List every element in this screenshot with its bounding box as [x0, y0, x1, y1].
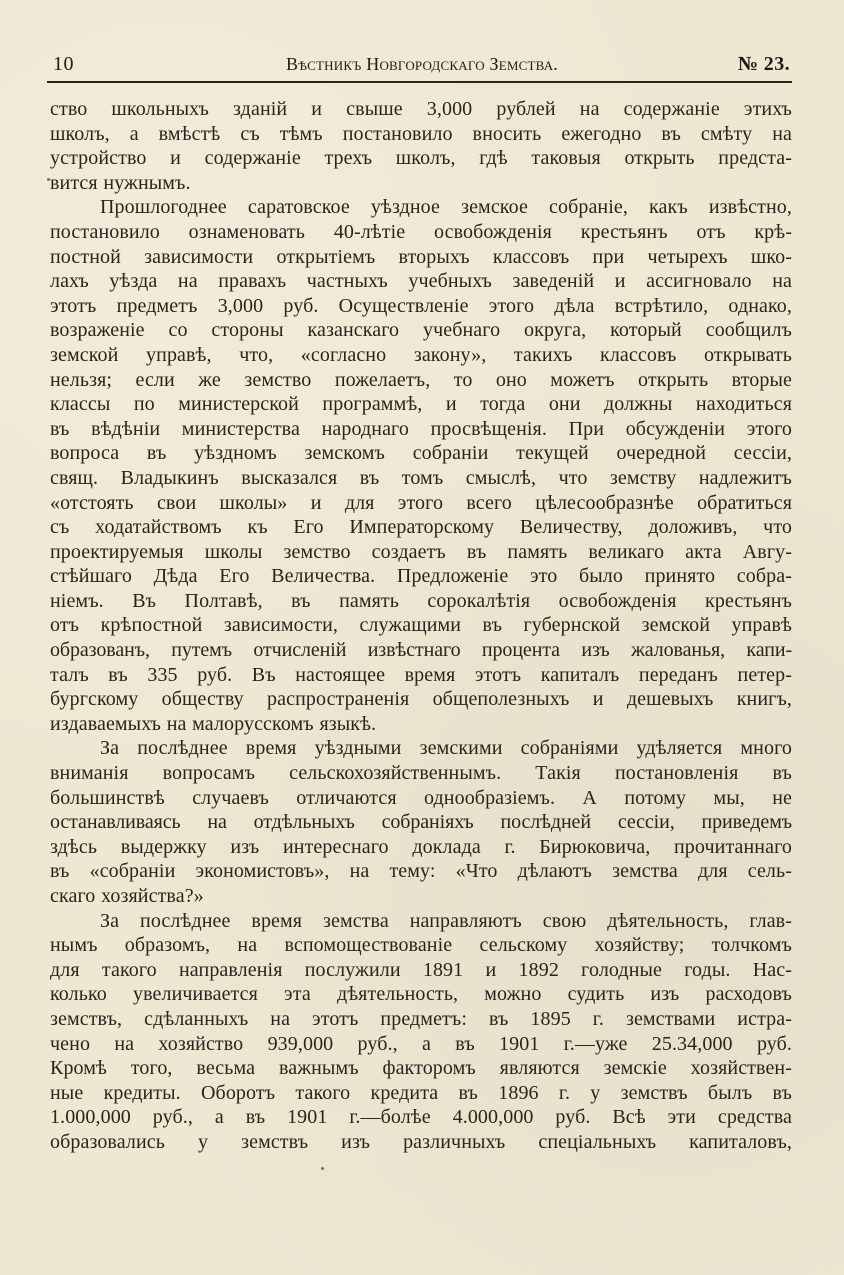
text-line: вниманія вопросамъ сельскохозяйственнымъ. Такія постановленія въ: [50, 762, 792, 785]
text-line: издаваемыхъ на малорусскомъ языкѣ.: [50, 712, 377, 735]
paper-speck: [47, 178, 50, 181]
text-line: въ вѣдѣніи министерства народнаго просвѣщенія. При обсужденіи этого: [50, 417, 792, 440]
issue-number: № 23.: [737, 53, 790, 75]
text-line: нымъ образомъ, на вспомоществованіе сельскому хозяйству; толчкомъ: [50, 934, 792, 957]
text-line: ные кредиты. Оборотъ такого кредита въ 1896 г. у земствъ былъ въ: [50, 1081, 792, 1104]
text-line: вится нужнымъ.: [50, 171, 191, 194]
text-line: отъ крѣпостной зависимости, служащими въ губернской земской управѣ: [50, 614, 792, 637]
text-line: Кромѣ того, весьма важнымъ факторомъ являются земскіе хозяйствен-: [50, 1057, 792, 1080]
text-line: постной зависимости открытіемъ вторыхъ классовъ при четырехъ шко-: [50, 245, 792, 268]
paragraph-3: [50, 736, 792, 908]
page-number: 10: [53, 53, 74, 75]
text-line: бургскому обществу распространенія общеполезныхъ и дешевыхъ книгъ,: [50, 688, 792, 711]
text-line: свящ. Владыкинъ высказался въ томъ смыслѣ, что земству надлежитъ: [50, 466, 792, 489]
text-line: талъ въ 335 руб. Въ настоящее время этотъ капиталъ переданъ петер-: [50, 663, 792, 686]
text-line: вопроса въ уѣздномъ земскомъ собраніи текущей очередной сессіи,: [50, 442, 792, 465]
text-line: За послѣднее время земства направляютъ свою дѣятельность, глав-: [100, 909, 792, 932]
running-header: [50, 53, 790, 81]
text-line: этотъ предметъ 3,000 руб. Осуществленіе этого дѣла встрѣтило, однако,: [50, 294, 792, 317]
paragraph-1: [50, 97, 792, 195]
text-line: для такого направленія послужили 1891 и 1892 голодные годы. Нас-: [50, 958, 792, 981]
text-line: скаго хозяйства?»: [50, 885, 204, 907]
text-line: постановило ознаменовать 40-лѣтіе освобожденія крестьянъ отъ крѣ-: [50, 220, 792, 243]
paper-speck: [321, 1167, 324, 1170]
text-line: проектируемыя школы земство создаетъ въ память великаго акта Авгу-: [50, 540, 792, 563]
text-line: лахъ уѣзда на правахъ частныхъ учебныхъ заведеній и ассигновало на: [50, 270, 792, 293]
text-line: Прошлогоднее саратовское уѣздное земское собраніе, какъ извѣстно,: [100, 196, 792, 219]
text-line: колько увеличивается эта дѣятельность, можно судить изъ расходовъ: [50, 983, 792, 1006]
article-text: [50, 97, 792, 1155]
text-line: большинствѣ случаевъ отличаются однообразіемъ. А потому мы, не: [50, 786, 792, 809]
text-line: стѣйшаго Дѣда Его Величества. Предложеніе это было принято собра-: [50, 565, 792, 588]
text-line: нельзя; если же земство пожелаетъ, то оно можетъ открыть вторые: [50, 368, 792, 391]
text-line: земствъ, сдѣланныхъ на этотъ предметъ: въ 1895 г. земствами истра-: [50, 1007, 792, 1030]
text-line: возраженіе со стороны казанскаго учебнаго округа, который сообщилъ: [50, 319, 792, 342]
text-line: здѣсь выдержку изъ интереснаго доклада г. Бирюковича, прочитаннаго: [50, 835, 792, 858]
paragraph-4: [50, 909, 792, 1155]
text-line: 1.000,000 руб., а въ 1901 г.—болѣе 4.000,000 руб. Всѣ эти средства: [50, 1106, 792, 1129]
paragraph-2: [50, 195, 792, 736]
header-rule: [47, 81, 792, 83]
text-line: чено на хозяйство 939,000 руб., а въ 1901 г.—уже 25.34,000 руб.: [50, 1032, 792, 1055]
text-line: школъ, а вмѣстѣ съ тѣмъ постановило вносить ежегодно въ смѣту на: [50, 122, 792, 145]
text-line: За послѣднее время уѣздными земскими собраніями удѣляется много: [100, 737, 792, 760]
text-line: «отстоять свои школы» и для этого всего цѣлесообразнѣе обратиться: [50, 491, 792, 514]
text-line: устройство и содержаніе трехъ школъ, гдѣ таковыя открыть предста-: [50, 147, 792, 170]
text-line: останавливаясь на отдѣльныхъ собраніяхъ послѣдней сессіи, приведемъ: [50, 811, 792, 834]
text-line: классы по министерской программѣ, и тогда они должны находиться: [50, 393, 792, 416]
text-line: съ ходатайствомъ къ Его Императорскому Величеству, доложивъ, что: [50, 516, 792, 539]
text-line: ніемъ. Въ Полтавѣ, въ память сорокалѣтія освобожденія крестьянъ: [50, 589, 792, 612]
text-line: ство школьныхъ зданій и свыше 3,000 рублей на содержаніе этихъ: [50, 98, 792, 120]
text-line: земской управѣ, что, «согласно закону», такихъ классовъ открывать: [50, 343, 792, 366]
text-line: образовались у земствъ изъ различныхъ спеціальныхъ капиталовъ,: [50, 1130, 792, 1153]
text-line: въ «собраніи экономистовъ», на тему: «Что дѣлаютъ земства для сель-: [50, 860, 792, 883]
text-line: образованъ, путемъ отчисленій извѣстнаго процента изъ жалованья, капи-: [50, 639, 792, 662]
journal-title: Вѣстникъ Новгородскаго Земства.: [286, 54, 558, 74]
